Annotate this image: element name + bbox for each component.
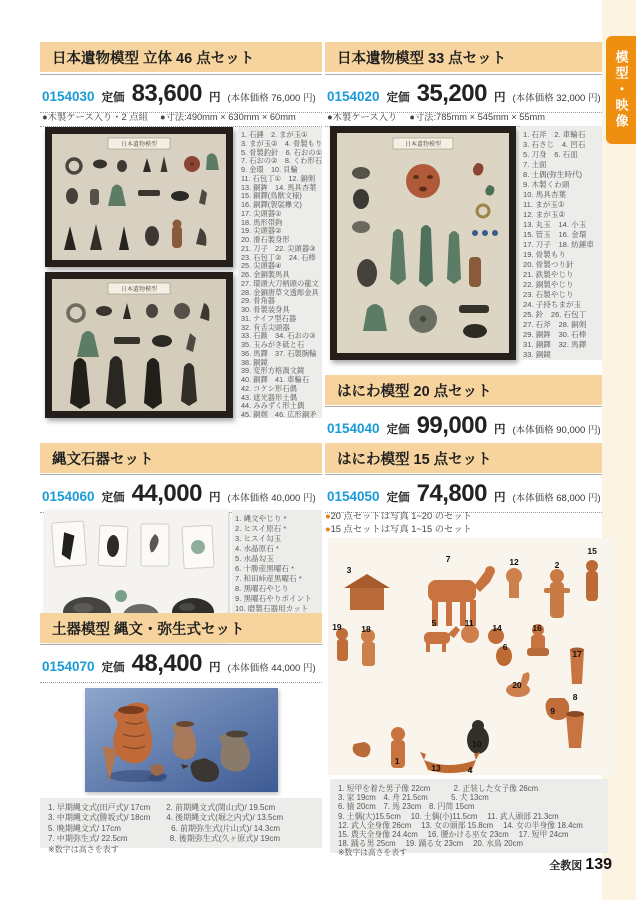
product-code: 0154040 bbox=[327, 421, 380, 436]
section-title-set46: 日本遺物模型 立体 46 点セット bbox=[40, 42, 322, 72]
list-line: 7. 中期弥生式/ 22.5cm 8. 後期弥生式(久ヶ原式)/ 19cm bbox=[48, 834, 281, 844]
price-value: 48,400 bbox=[131, 650, 202, 677]
list-line: 38. 銅鏡 bbox=[241, 357, 268, 367]
list-line: 3. まが玉② 4. 骨製もり bbox=[241, 138, 323, 148]
base-price: (本体価格 90,000 円) bbox=[512, 425, 601, 436]
list-line: 39. 変形方格渦文鏡 bbox=[241, 366, 305, 376]
list-line: 11. まが玉① bbox=[523, 200, 565, 210]
list-line: 5. 晩期縄文式/ 17cm 6. 前期弥生式(片山式)/ 14.3cm bbox=[48, 823, 281, 833]
product-code: 0154030 bbox=[42, 89, 95, 104]
list-line: 31. ナイフ型石器 bbox=[241, 313, 297, 323]
photo-number-label: 2 bbox=[554, 560, 560, 571]
list-line: 6. 猿 20cm 7. 馬 23cm 8. 円筒 15cm bbox=[338, 802, 475, 812]
list-line: 25. 尖頭器④ bbox=[241, 261, 282, 271]
list-line: 27. 石斧 28. 銅剣 bbox=[523, 320, 587, 330]
photo-number-label: 10 bbox=[472, 739, 482, 750]
list-line: 40. 銅鐸 41. 車輪石 bbox=[241, 375, 310, 384]
item-list-set46 bbox=[238, 127, 322, 418]
price-row-haniwa15 bbox=[325, 474, 602, 513]
list-line: 17. 刀子 18. 紡錘車 bbox=[523, 240, 594, 250]
yen-label: 円 bbox=[208, 662, 221, 674]
list-line: 5. 骨製釣針 6. 石おの① bbox=[241, 147, 323, 157]
yen-label: 円 bbox=[208, 92, 221, 104]
list-line: 32. 有舌尖頭器 bbox=[241, 322, 290, 332]
list-line: 24. 子持ちまが玉 bbox=[523, 300, 582, 310]
photo-number-label: 4 bbox=[467, 765, 473, 776]
price-label: 定価 bbox=[386, 92, 410, 104]
price-row-haniwa20 bbox=[325, 406, 602, 445]
base-price: (本体価格 68,000 円) bbox=[512, 493, 601, 504]
spec-row-set46 bbox=[40, 106, 322, 127]
caption-doki bbox=[40, 798, 322, 854]
yen-label: 円 bbox=[493, 92, 506, 104]
photo-number-label: 7 bbox=[445, 554, 451, 565]
list-line: 18. 馬形帯鉤 bbox=[241, 217, 283, 227]
photo-number-label: 5 bbox=[431, 617, 437, 628]
list-line: 21. 刀子 22. 尖頭器③ bbox=[241, 243, 316, 253]
list-line: 9. 木製くわ頭 bbox=[523, 180, 570, 190]
svg-text:日本遺物模型: 日本遺物模型 bbox=[120, 287, 158, 293]
list-line: 10. 馬具杏葉 bbox=[523, 190, 567, 200]
list-line: 10. 磨製石器用カット bbox=[235, 604, 309, 614]
product-code: 0154060 bbox=[42, 489, 95, 504]
list-line: 13. 銅鉾 14. 馬具杏葉 bbox=[241, 182, 317, 192]
list-line: 33. 銅鏡 bbox=[523, 350, 551, 360]
price-value: 35,200 bbox=[416, 80, 487, 107]
haniwa-set-notes bbox=[325, 510, 602, 535]
list-line: 3. 家 19cm 4. 舟 21.5cm 5. 犬 13cm bbox=[338, 793, 489, 803]
list-line: 15. 銅鐸(鳥獣文様) bbox=[241, 191, 302, 201]
pottery-illustration bbox=[85, 688, 278, 792]
list-line: 20. 滑石製身形 bbox=[241, 235, 290, 244]
spec-size: ●寸法:490mm × 630mm × 60mm bbox=[159, 112, 296, 122]
list-line: 16. 銅鐸(袈裟襷文) bbox=[241, 200, 302, 209]
photo-number-label: 3 bbox=[346, 565, 352, 576]
category-tab-models-video bbox=[606, 36, 636, 144]
list-line: ●20 点セットは写真 1~20 のセット bbox=[325, 511, 472, 521]
price-label: 定価 bbox=[101, 492, 125, 504]
price-label: 定価 bbox=[386, 492, 410, 504]
list-line: 6. 十勝産黒曜石 * bbox=[235, 564, 295, 574]
photo-number-label: 16 bbox=[532, 622, 542, 633]
price-value: 44,000 bbox=[131, 480, 202, 507]
list-line: 45. 銅剣 46. 広形銅矛 bbox=[241, 410, 317, 419]
photo-number-label: 19 bbox=[332, 621, 342, 632]
list-line: 28. 金銅唐草文透彫金具 bbox=[241, 287, 319, 297]
haniwa-number-labels bbox=[328, 538, 616, 775]
price-label: 定価 bbox=[101, 662, 125, 674]
photo-doki-pots bbox=[85, 688, 278, 792]
section-title-set33: 日本遺物模型 33 点セット bbox=[325, 42, 602, 72]
list-line: 18. 踊る男 25cm 19. 踊る女 23cm 20. 水鳥 20cm bbox=[338, 839, 524, 849]
section-title-haniwa20: はにわ模型 20 点セット bbox=[325, 375, 602, 405]
list-line: 43. 遮光器形土偶 bbox=[241, 392, 297, 402]
list-line: 23. 石包丁② 24. 石棒 bbox=[241, 252, 316, 262]
product-code: 0154020 bbox=[327, 89, 380, 104]
spec-case: ●木製ケース入り bbox=[327, 112, 398, 122]
photo-haniwa-group bbox=[328, 538, 616, 775]
price-value: 74,800 bbox=[416, 480, 487, 507]
list-line: 12. まが玉② bbox=[523, 210, 566, 220]
photo-number-label: 9 bbox=[550, 706, 555, 716]
list-line: 1. 短甲を着た男子像 22cm 2. 正装した女子像 26cm bbox=[338, 784, 539, 793]
spec-row-set33 bbox=[325, 106, 602, 127]
list-line: ※数字は高さを表す bbox=[338, 848, 407, 858]
price-value: 83,600 bbox=[131, 80, 202, 107]
photo-number-label: 8 bbox=[572, 692, 578, 703]
list-line: 35. 玉みがき砥と石 bbox=[241, 340, 305, 349]
section-title-haniwa15: はにわ模型 15 点セット bbox=[325, 443, 602, 473]
list-line: 19. 骨製もり bbox=[523, 250, 567, 260]
list-line: 1. 石錘 2. まが玉① bbox=[241, 130, 308, 139]
list-line: 7. 石おの② 8. くわ形石 bbox=[241, 156, 323, 166]
list-line: 12. 武人全身像 26cm 13. 女の頭部 15.8cm 14. 女の半身像 18.4cm bbox=[338, 820, 583, 830]
artifact-case-illustration bbox=[337, 133, 509, 353]
list-line: 1. 縄文やじり * bbox=[235, 514, 287, 523]
product-code: 0154050 bbox=[327, 489, 380, 504]
list-line: 7. 和田峠産黒曜石 * bbox=[235, 574, 302, 584]
price-label: 定価 bbox=[101, 92, 125, 104]
list-line: 31. 銅鐸 32. 馬鐸 bbox=[523, 340, 587, 350]
photo-number-label: 6 bbox=[502, 642, 508, 653]
list-line: 19. 尖頭器② bbox=[241, 226, 282, 236]
section-title-jomon: 縄文石器セット bbox=[40, 443, 322, 473]
list-line: 21. 鉄製やじり bbox=[523, 270, 574, 280]
list-line: ※数字は高さを表す bbox=[48, 844, 119, 854]
list-line: 11. 石包丁① 12. 銅剣 bbox=[241, 173, 316, 183]
photo-number-label: 17 bbox=[572, 648, 582, 659]
list-line: 5. 刀身 6. 石皿 bbox=[523, 150, 578, 160]
list-line: 22. 銅製やじり bbox=[523, 280, 574, 290]
photo-number-label: 15 bbox=[587, 546, 597, 557]
list-line: 44. みみずく形土偶 bbox=[241, 401, 305, 411]
photo-number-label: 18 bbox=[361, 623, 371, 634]
list-line: 36. 馬鐸 37. 石製腕輪 bbox=[241, 348, 317, 358]
spec-case: ●木製ケース入り・2 点組 bbox=[42, 112, 148, 122]
list-line: 42. コケシ形石偶 bbox=[241, 383, 297, 393]
list-line: 15. 管玉 16. 金環 bbox=[523, 230, 587, 240]
photo-number-label: 1 bbox=[394, 755, 400, 766]
artifact-case-illustration bbox=[52, 134, 226, 260]
publisher-name: 全教図 bbox=[549, 860, 583, 872]
list-line: 9. 黒曜石やりポイント bbox=[235, 594, 312, 604]
price-row-doki bbox=[40, 644, 322, 683]
list-line: 3. 石さじ 4. 凹石 bbox=[523, 140, 586, 150]
caption-haniwa bbox=[330, 779, 608, 858]
product-code: 0154070 bbox=[42, 659, 95, 674]
list-line: 29. 骨角器 bbox=[241, 296, 276, 306]
list-line: 13. 丸玉 14. 小玉 bbox=[523, 220, 587, 230]
list-line: 3. 中期縄文式(勝坂式)/ 18cm 4. 後期縄文式(堀之内式)/ 13.5cm bbox=[48, 813, 284, 823]
list-line: 15. 農夫全身像 24.4cm 16. 腰かける巫女 23cm 17. 短甲 24cm bbox=[338, 829, 569, 839]
list-line: 8. 黒曜石やじり bbox=[235, 584, 290, 594]
list-line: 26. 金銅製馬具 bbox=[241, 270, 290, 279]
photo-number-label: 13 bbox=[431, 762, 441, 773]
yen-label: 円 bbox=[493, 424, 506, 436]
svg-text:日本遺物模型: 日本遺物模型 bbox=[404, 142, 442, 148]
photo-case46-upper bbox=[45, 127, 233, 267]
category-tab-label: 模型・映像 bbox=[613, 50, 629, 130]
section-title-doki: 土器模型 縄文・弥生式セット bbox=[40, 613, 322, 643]
artifact-case-illustration bbox=[52, 279, 226, 411]
list-line: ●15 点セットは写真 1~15 のセット bbox=[325, 523, 472, 534]
base-price: (本体価格 40,000 円) bbox=[227, 493, 316, 504]
photo-number-label: 20 bbox=[512, 680, 522, 691]
photo-case33 bbox=[330, 126, 516, 360]
base-price: (本体価格 76,000 円) bbox=[227, 93, 316, 104]
price-row-jomon bbox=[40, 474, 322, 513]
list-line: 30. 骨製装身具 bbox=[241, 305, 290, 314]
yen-label: 円 bbox=[493, 492, 506, 504]
base-price: (本体価格 44,000 円) bbox=[227, 663, 316, 674]
list-line: 8. 土偶(弥生時代) bbox=[523, 170, 583, 180]
svg-text:日本遺物模型: 日本遺物模型 bbox=[120, 142, 158, 148]
page-footer bbox=[430, 856, 612, 874]
list-line: 3. ヒスイ勾玉 bbox=[235, 534, 282, 544]
base-price: (本体価格 32,000 円) bbox=[512, 93, 601, 104]
list-line: 27. 環頭大刀柄頭の龍文 bbox=[241, 278, 319, 288]
price-value: 99,000 bbox=[416, 412, 487, 439]
photo-case46-lower bbox=[45, 272, 233, 418]
list-line: 5. 水晶勾玉 bbox=[235, 554, 274, 564]
page-number: 139 bbox=[585, 856, 612, 873]
photo-number-label: 14 bbox=[492, 622, 502, 633]
list-line: 20. 骨製つり針 bbox=[523, 260, 574, 270]
item-list-set33 bbox=[520, 126, 602, 360]
list-line: 29. 銅鉾 30. 石棒 bbox=[523, 330, 587, 340]
spec-size: ●寸法:785mm × 545mm × 55mm bbox=[409, 112, 546, 122]
list-line: 4. 水晶原石 * bbox=[235, 544, 279, 554]
price-label: 定価 bbox=[386, 424, 410, 436]
yen-label: 円 bbox=[208, 492, 221, 504]
list-line: 23. 石製やじり bbox=[523, 290, 574, 300]
photo-number-label: 12 bbox=[509, 557, 519, 568]
list-line: 9. 金環 10. 貝輪 bbox=[241, 165, 298, 174]
list-line: 2. ヒスイ原石 * bbox=[235, 524, 287, 534]
list-line: 7. 土面 bbox=[523, 160, 547, 170]
list-line: 1. 早期縄文式(田戸式)/ 17cm 2. 前期縄文式(関山式)/ 19.5cm bbox=[48, 803, 276, 812]
list-line: 25. 鈴 26. 石包丁 bbox=[523, 310, 587, 320]
list-line: 33. 石鏃 34. 石おの③ bbox=[241, 331, 316, 341]
list-line: 9. 土偶(大)15.5cm 10. 土偶(小)11.5cm 11. 武人頭部 21.3cm bbox=[338, 811, 559, 821]
photo-number-label: 11 bbox=[464, 618, 474, 629]
list-line: 17. 尖頭器① bbox=[241, 208, 282, 218]
list-line: 1. 石斧 2. 車輪石 bbox=[523, 130, 586, 139]
